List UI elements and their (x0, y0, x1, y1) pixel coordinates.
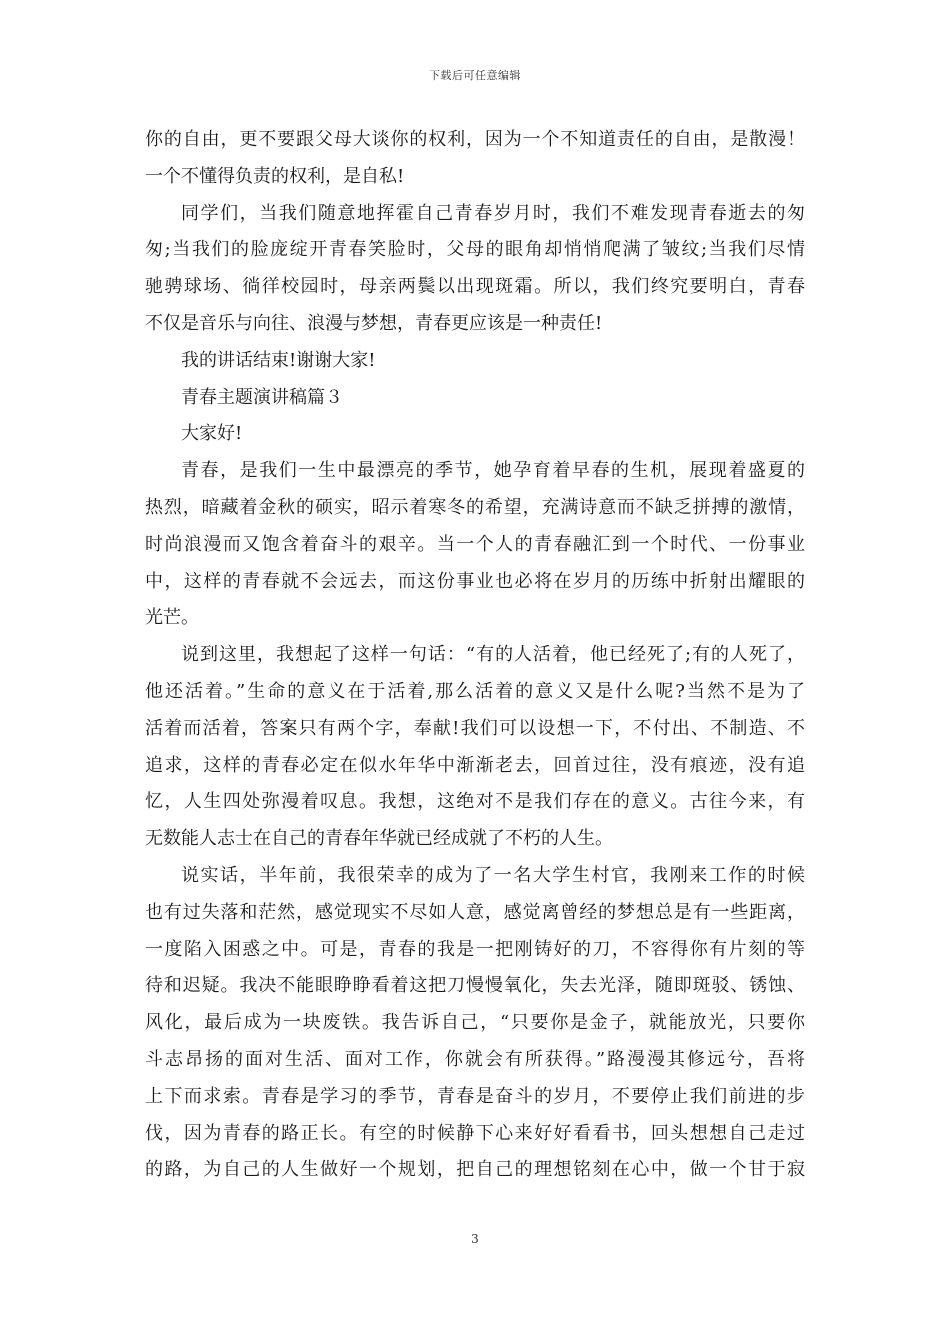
text-line: 伐，因为青春的路正长。有空的时候静下心来好好看看书，回头想想自己走过 (145, 1122, 805, 1144)
text-line: 忆，人生四处弥漫着叹息。我想，这绝对不是我们存在的意义。古往今来，有 (145, 791, 805, 813)
text-line: 时尚浪漫而又饱含着奋斗的艰辛。当一个人的青春融汇到一个时代、一份事业 (145, 533, 805, 555)
text-line: 你的自由，更不要跟父母大谈你的权利，因为一个不知道责任的自由，是散漫！ (145, 129, 805, 150)
page-number: 3 (471, 1232, 479, 1246)
text-line: 说到这里，我想起了这样一句话：“有的人活着，他已经死了;有的人死了， (181, 644, 805, 666)
text-line: 青春主题演讲稿篇３ (181, 386, 343, 408)
page-header: 下载后可任意编辑 (429, 69, 521, 82)
text-line: 匆;当我们的脸庞绽开青春笑脸时，父母的眼角却悄悄爬满了皱纹;当我们尽情 (145, 239, 805, 261)
text-line: 一度陷入困惑之中。可是，青春的我是一把刚铸好的刀，不容得你有片刻的等 (145, 938, 805, 960)
text-line: 斗志昂扬的面对生活、面对工作，你就会有所获得。”路漫漫其修远兮，吾将 (145, 1048, 805, 1070)
text-line: 中，这样的青春就不会远去，而这份事业也必将在岁月的历练中折射出耀眼的 (145, 570, 805, 592)
text-line: 青春，是我们一生中最漂亮的季节，她孕育着早春的生机，展现着盛夏的 (181, 460, 805, 482)
text-line: 待和迟疑。我决不能眼睁睁看着这把刀慢慢氧化，失去光泽，随即斑驳、锈蚀、 (145, 975, 805, 997)
text-line: 说实话，半年前，我很荣幸的成为了一名大学生村官，我刚来工作的时候 (181, 864, 805, 886)
text-line: 驰骋球场、徜徉校园时，母亲两鬓以出现斑霜。所以，我们终究要明白，青春 (145, 276, 805, 298)
text-line: 他还活着。”生命的意义在于活着,那么活着的意义又是什么呢?当然不是为了 (145, 680, 805, 702)
text-line: 同学们，当我们随意地挥霍自己青春岁月时，我们不难发现青春逝去的匆 (181, 202, 805, 224)
text-line: 光芒。 (145, 607, 199, 629)
text-line: 一个不懂得负责的权利，是自私! (145, 165, 405, 187)
text-line: 风化，最后成为一块废铁。我告诉自己，“只要你是金子，就能放光，只要你 (145, 1012, 805, 1034)
text-line: 的路，为自己的人生做好一个规划，把自己的理想铭刻在心中，做一个甘于寂 (145, 1159, 805, 1181)
text-line: 上下而求索。青春是学习的季节，青春是奋斗的岁月，不要停止我们前进的步 (145, 1085, 805, 1107)
text-line: 热烈，暗藏着金秋的硕实，昭示着寒冬的希望，充满诗意而不缺乏拼搏的激情， (145, 496, 805, 518)
text-line: 我的讲话结束!谢谢大家! (181, 349, 376, 371)
text-line: 无数能人志士在自己的青春年华就已经成就了不朽的人生。 (145, 828, 613, 850)
text-line: 也有过失落和茫然，感觉现实不尽如人意，感觉离曾经的梦想总是有一些距离， (145, 901, 805, 923)
text-line: 活着而活着，答案只有两个字，奉献!我们可以设想一下，不付出、不制造、不 (145, 717, 805, 739)
text-line: 不仅是音乐与向往、浪漫与梦想，青春更应该是一种责任! (145, 312, 603, 334)
document-body (145, 122, 805, 1189)
text-line: 追求，这样的青春必定在似水年华中渐渐老去，回首过往，没有痕迹，没有追 (145, 754, 805, 776)
text-line: 大家好! (181, 423, 243, 445)
